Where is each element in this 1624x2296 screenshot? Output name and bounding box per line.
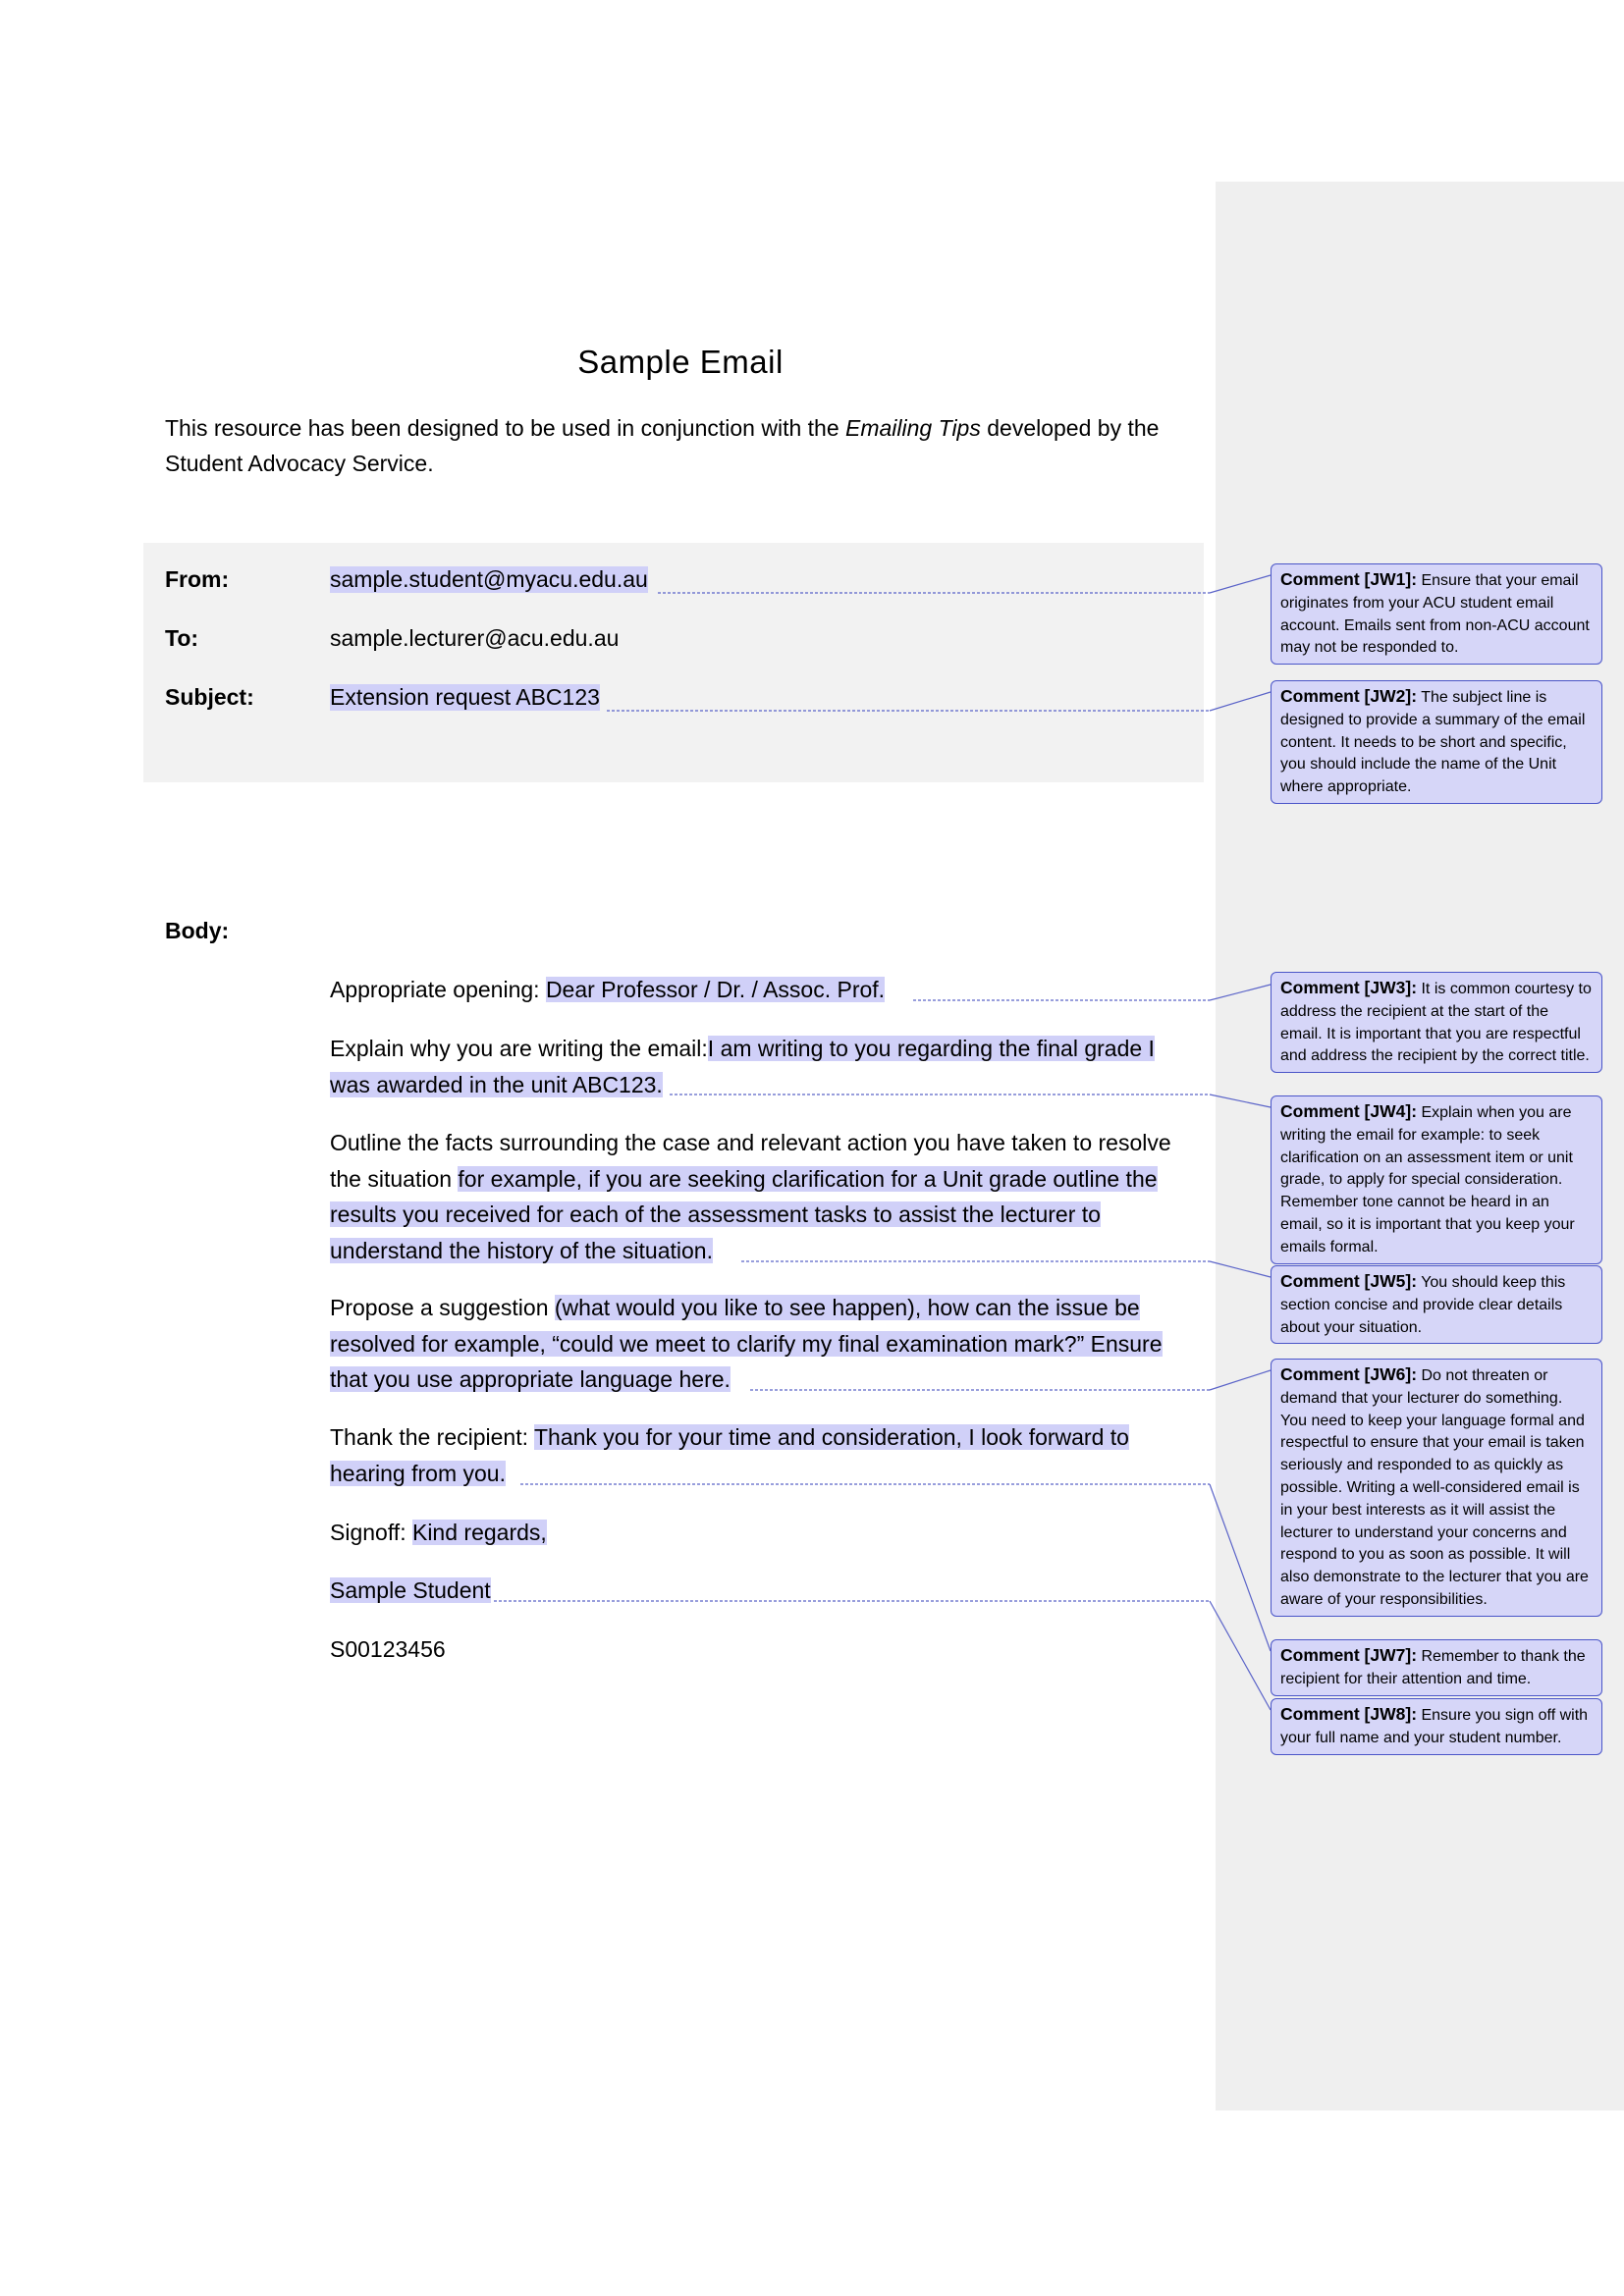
comment-label: Comment [JW8]:	[1280, 1704, 1418, 1724]
comment-text: You should keep this section concise and provide clear details about your situation.	[1280, 1274, 1566, 1336]
to-value: sample.lecturer@acu.edu.au	[330, 625, 620, 651]
subject-value: Extension request ABC123	[330, 684, 600, 710]
student-number: S00123456	[330, 1636, 446, 1662]
comment-label: Comment [JW3]:	[1280, 978, 1418, 997]
to-label: To:	[165, 625, 199, 651]
suggestion-prefix: Propose a suggestion	[330, 1295, 555, 1320]
comment-label: Comment [JW2]:	[1280, 686, 1418, 706]
comment-text: It is common courtesy to address the recipient at the start of the email. It is important that you are respectful and address the recipient by the correct title.	[1280, 981, 1592, 1065]
leader-line	[1210, 1095, 1271, 1107]
comment-text: The subject line is designed to provide a summary of the email content. It needs to be short and specific, you should include the name of the Unit where appropriate.	[1280, 689, 1586, 796]
comment-text: Do not threaten or demand that your lecturer do something. You need to keep your language formal and respectful to ensure that your email is taken seriously and responded to as quickly as possible. Writing a well-considered email is in your best interests as it will assist the lecturer to understand your concerns and respond to you as soon as possible. It will also demonstrate to the lecturer that you are aware of your responsibilities.	[1280, 1367, 1589, 1608]
why-value: I am writing to you regarding the final grade I was awarded in the unit ABC123.	[330, 1036, 1155, 1097]
leader-line	[1210, 985, 1271, 1000]
facts-value: for example, if you are seeking clarification for a Unit grade outline the results you received for each of the assessment tasks to assist the lecturer to understand the history of the situation.	[330, 1165, 1158, 1263]
leader-line	[1210, 1370, 1271, 1390]
subject-label: Subject:	[165, 684, 254, 710]
comment-label: Comment [JW6]:	[1280, 1364, 1418, 1384]
comment-text: Remember to thank the recipient for their attention and time.	[1280, 1648, 1586, 1687]
comment-text: Ensure that your email originates from your ACU student email account. Emails sent from non-ACU account may not be responded to.	[1280, 572, 1590, 657]
opening-prefix: Appropriate opening:	[330, 977, 546, 1002]
signoff-prefix: Signoff:	[330, 1520, 412, 1545]
leader-line	[1210, 575, 1271, 593]
comment-label: Comment [JW4]:	[1280, 1101, 1418, 1121]
comment-label: Comment [JW1]:	[1280, 569, 1418, 589]
intro-emphasis: Emailing Tips	[845, 415, 981, 441]
opening-value: Dear Professor / Dr. / Assoc. Prof.	[545, 977, 886, 1002]
leader-line	[1210, 1261, 1271, 1277]
signature-name: Sample Student	[330, 1577, 491, 1603]
from-label: From:	[165, 566, 230, 592]
document-title: Sample Email	[577, 344, 784, 380]
intro-text-end: developed by the Student Advocacy Service.	[165, 415, 1160, 476]
comment-text: Ensure you sign off with your full name and your student number.	[1280, 1707, 1589, 1746]
comment-text: Explain when you are writing the email for example: to seek clarification on an assessment item or unit grade, to apply for special consideration. Remember tone cannot be heard in an email, so it is important that you keep your emails formal.	[1280, 1104, 1575, 1255]
comment-label: Comment [JW5]:	[1280, 1271, 1418, 1291]
why-prefix: Explain why you are writing the email:	[330, 1036, 708, 1061]
signoff-value: Kind regards,	[411, 1520, 547, 1545]
intro-text: This resource has been designed to be used in conjunction with the	[165, 415, 845, 441]
thanks-prefix: Thank the recipient:	[330, 1424, 534, 1450]
thanks-value: Thank you for your time and consideration, I look forward to hearing from you.	[330, 1424, 1129, 1486]
facts-prefix: Outline the facts surrounding the case and relevant action you have taken to resolve the situation	[330, 1130, 1171, 1192]
suggestion-value: (what would you like to see happen), how can the issue be resolved for example, “could we meet to clarify my final examination mark?” Ensure that you use appropriate language here.	[330, 1295, 1163, 1392]
comment-label: Comment [JW7]:	[1280, 1645, 1418, 1665]
from-value: sample.student@myacu.edu.au	[330, 566, 648, 592]
leader-line	[1210, 1484, 1271, 1651]
body-label: Body:	[165, 918, 230, 943]
leader-line	[1210, 1601, 1271, 1710]
leader-line	[1210, 692, 1271, 711]
